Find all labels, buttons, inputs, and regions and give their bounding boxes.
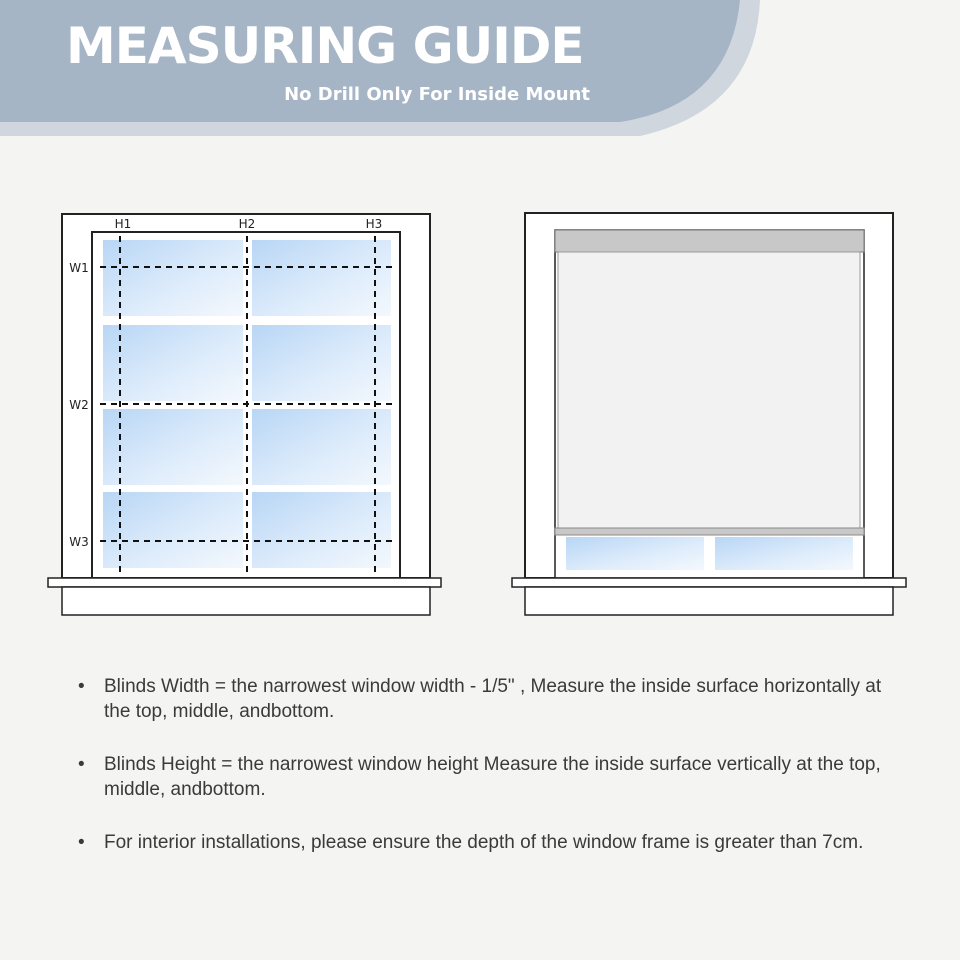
note-depth — [78, 830, 888, 855]
glass-pane — [103, 409, 243, 485]
left-apron — [62, 587, 430, 615]
glass-pane — [103, 325, 243, 401]
bullet: • — [78, 832, 85, 853]
glass-pane — [566, 537, 704, 570]
glass-pane — [252, 409, 391, 485]
right-sill — [512, 578, 906, 587]
glass-pane — [252, 325, 391, 401]
bullet: • — [78, 754, 85, 775]
right-apron — [525, 587, 893, 615]
label-h3: H3 — [365, 217, 383, 231]
blind-fabric — [558, 252, 860, 528]
left-window-diagram — [48, 214, 441, 615]
glass-pane — [103, 240, 243, 316]
blind-bottom-rail — [555, 528, 864, 535]
glass-pane — [252, 240, 391, 316]
bullet: • — [78, 676, 85, 697]
left-sill — [48, 578, 441, 587]
label-w1: W1 — [69, 261, 89, 275]
measuring-notes — [78, 674, 888, 883]
label-h2: H2 — [238, 217, 256, 231]
note-text: Blinds Width = the narrowest window width - 1/5" , Measure the inside surface horizontally at the top, middle, andbottom. — [104, 676, 882, 722]
glass-pane — [252, 492, 391, 568]
glass-pane — [103, 492, 243, 568]
label-w3: W3 — [69, 535, 89, 549]
page-title: MEASURING GUIDE — [66, 17, 584, 75]
note-width — [78, 674, 888, 724]
label-h1: H1 — [114, 217, 132, 231]
page-subtitle: No Drill Only For Inside Mount — [284, 84, 590, 105]
right-window-diagram — [512, 213, 906, 615]
note-text: Blinds Height = the narrowest window height Measure the inside surface vertically at the top, middle, andbottom. — [104, 754, 881, 800]
label-w2: W2 — [69, 398, 89, 412]
note-text: For interior installations, please ensure the depth of the window frame is greater than 7cm. — [104, 832, 864, 853]
glass-pane — [715, 537, 853, 570]
note-height — [78, 752, 888, 802]
blind-headrail — [555, 230, 864, 252]
